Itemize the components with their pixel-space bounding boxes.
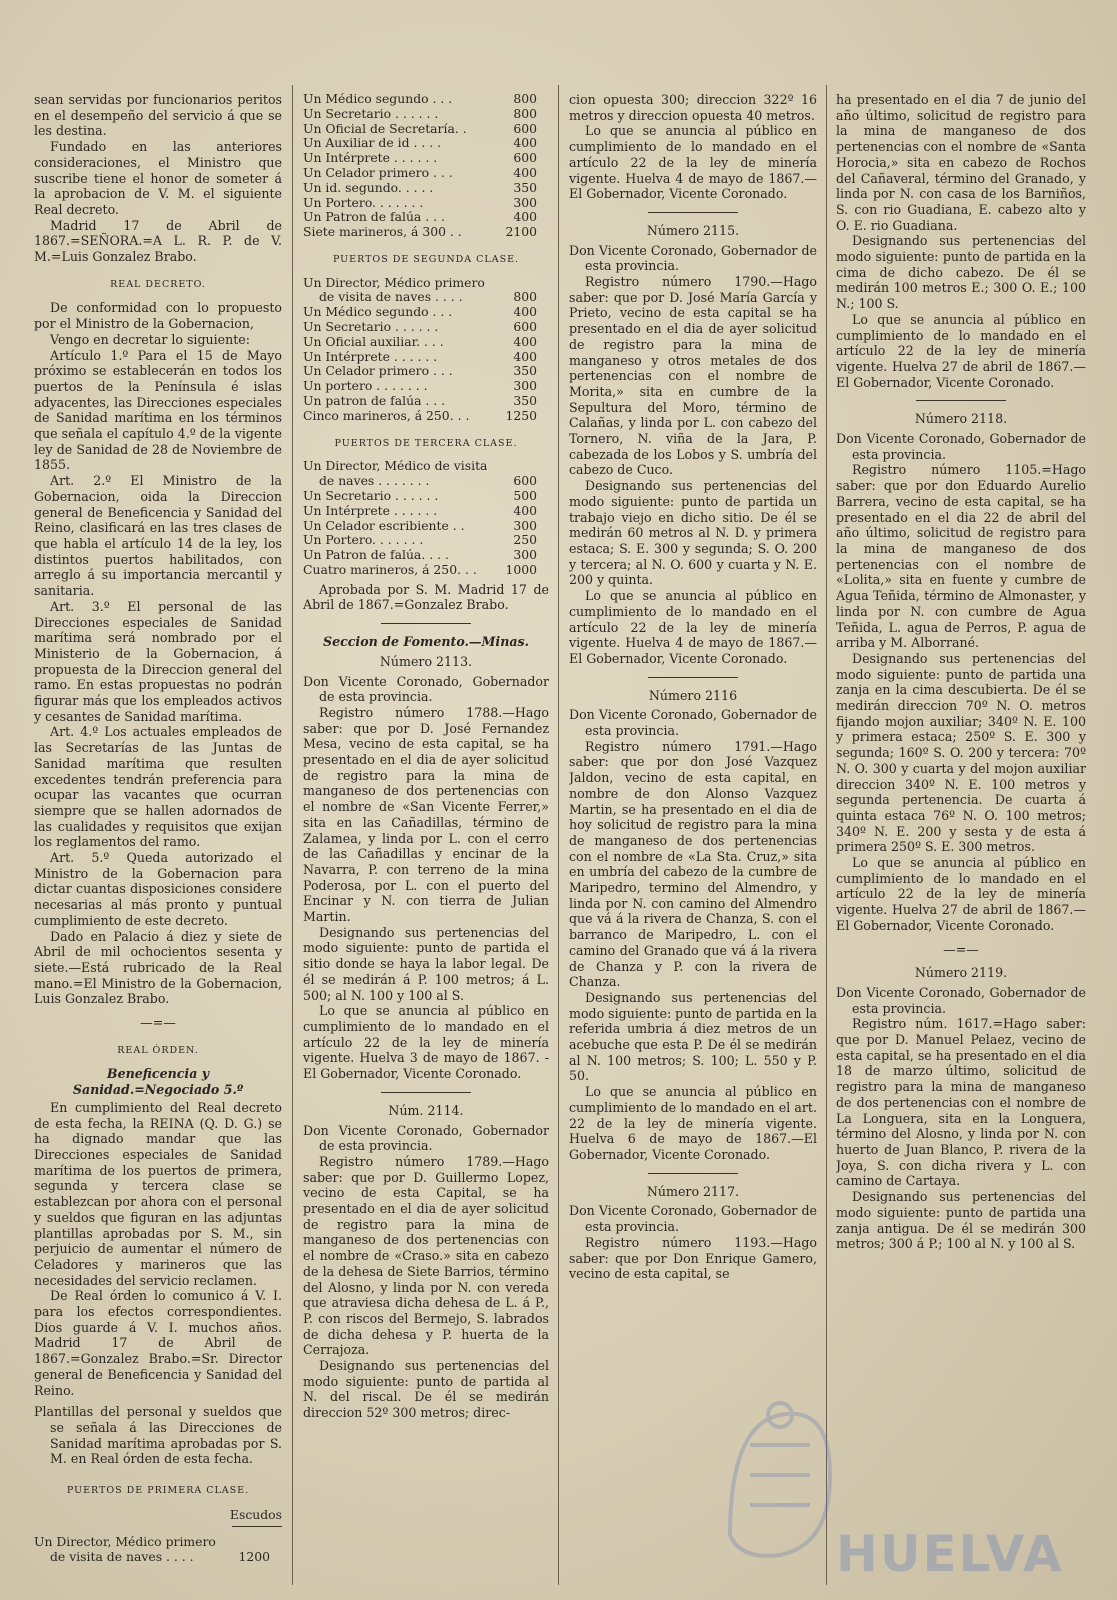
table-cell-label: Cuatro marineros, á 250. . . — [303, 561, 477, 577]
column-1 — [34, 92, 282, 1592]
article: Art. 5.º Queda autorizado el Ministro de la Gobernacion para dictar cuantas disposiciones considere necesarias al más pronto y puntual cumplimiento de este decreto. — [34, 850, 282, 928]
table-cell-value: 400 — [513, 348, 537, 364]
table-cell-value: 2100 — [505, 224, 537, 240]
column-rule — [826, 85, 827, 1585]
salary-table — [34, 1535, 282, 1565]
table-cell-value: 400 — [513, 333, 537, 349]
table-cell-label: Un Portero. . . . . . . — [303, 194, 424, 210]
currency-header: Escudos — [229, 1506, 282, 1522]
table-cell-label: Un Oficial auxiliar. . . . — [303, 333, 444, 349]
paragraph: Designando sus pertenencias del modo siguiente: punto de partida una zanja antigua. De él se medirán 300 metros; 300 á P.; 100 al N. y 100 al S. — [836, 1189, 1086, 1252]
notice-issuer: Don Vicente Coronado, Gobernador de esta provincia. — [569, 707, 817, 739]
table-cell-label: Un Patron de falúa. . . . — [303, 547, 449, 563]
notice-issuer: Don Vicente Coronado, Gobernador de esta provincia. — [569, 1203, 817, 1235]
divider — [381, 1092, 471, 1093]
table-cell-value: 1000 — [505, 561, 537, 577]
paragraph: Registro núm. 1617.=Hago saber: que por D. Manuel Pelaez, vecino de esta capital, se ha presentado en el dia 18 de marzo último, solicitud de registro para la mina de manganeso de dos pertenencias con el nombre de La Longuera, sita en la Longuera, término del Alosno, y linda por N. con huerto de Juan Blanco, P. rivera de la Joya, S. con dicha rivera y L. con camino de Cartaya. — [836, 1016, 1086, 1189]
divider — [648, 212, 738, 213]
table-cell-label: Un Intérprete . . . . . . — [303, 348, 438, 364]
notice-issuer: Don Vicente Coronado, Gobernador de esta provincia. — [569, 242, 817, 274]
table-cell-label: Un Oficial de Secretaría. . — [303, 120, 467, 136]
table-row — [303, 151, 549, 166]
paragraph: En cumplimiento del Real decreto de esta fecha, la REINA (Q. D. G.) se ha dignado mandar que las Direcciones especiales de Sanidad marítima de los puertos de primera, segunda y tercera clase se establezcan por ahora con el personal y sueldos que figuran en las adjuntas plantillas aprobadas por S. M., sin perjuicio de aumentar el número de Celadores y marineros que las necesidades del servicio reclamen. — [34, 1099, 282, 1288]
paragraph: sean servidas por funcionarios peritos en el desempeño del servicio á que se les destina. — [34, 92, 282, 139]
table-cell-value: 400 — [513, 502, 537, 518]
table-row — [303, 122, 549, 137]
table-row — [303, 290, 549, 305]
table-row — [303, 533, 549, 548]
table-cell-value: 350 — [513, 179, 537, 195]
paragraph: Lo que se anuncia al público en cumplimiento de lo mandado en el artículo 22 de la ley de minería vigente. Huelva 27 de abril de 1867.—El Gobernador, Vicente Coronado. — [836, 855, 1086, 933]
article: Art. 4.º Los actuales empleados de las Secretarías de las Juntas de Sanidad marítima que resulten excedentes tendrán preferencia para ocupar las vacantes que ocurran siempre que se hallen adornados de las cualidades y requisitos que exijan los reglamentos del ramo. — [34, 724, 282, 850]
table-row — [34, 1535, 282, 1550]
table-cell-label: Un Director, Médico primero — [303, 274, 485, 290]
table-row — [303, 166, 549, 181]
table-cell-value: 1200 — [238, 1549, 270, 1565]
table-row — [303, 474, 549, 489]
notice-issuer: Don Vicente Coronado, Gobernador de esta provincia. — [836, 431, 1086, 462]
table-cell-label: Cinco marineros, á 250. . . — [303, 407, 470, 423]
table-row — [303, 563, 549, 578]
salary-table — [303, 459, 549, 474]
table-row — [303, 181, 549, 196]
table-row — [303, 394, 549, 409]
paragraph: Fundado en las anteriores consideraciones, el Ministro que suscribe tiene el honor de someter á la aprobacion de V. M. el siguiente Real decreto. — [34, 139, 282, 217]
table-cell-value: 600 — [513, 120, 537, 136]
table-row — [303, 489, 549, 504]
divider — [232, 1526, 282, 1527]
article: Art. 2.º El Ministro de la Gobernacion, oida la Direccion general de Beneficencia y Sanidad del Reino, clasificará en las tres clases de que habla el artículo 14 de la ley, los distintos puertos habilitados, con arreglo á su importancia mercantil y sanitaria. — [34, 473, 282, 599]
divider — [381, 623, 471, 624]
table-cell-value: 600 — [513, 473, 537, 489]
paragraph: Lo que se anuncia al público en cumplimiento de lo mandado en el artículo 22 de la ley de minería vigente. Huelva 4 de mayo de 1867.—El Gobernador, Vicente Coronado. — [569, 588, 817, 666]
table-row — [303, 136, 549, 151]
paragraph: De conformidad con lo propuesto por el Ministro de la Gobernacion, — [34, 300, 282, 332]
table-cell-label: Un portero . . . . . . . — [303, 378, 428, 394]
notice-number: Número 2119. — [914, 965, 1008, 981]
table-cell-value: 600 — [513, 150, 537, 166]
paragraph: Vengo en decretar lo siguiente: — [50, 331, 250, 347]
table-row — [303, 459, 549, 474]
table-cell-label: Un Patron de falúa . . . — [303, 209, 445, 225]
notice-number: Número 2113. — [379, 653, 473, 669]
notice-number: Número 2118. — [914, 411, 1008, 427]
column-3 — [569, 92, 817, 1592]
table-row — [303, 504, 549, 519]
column-2 — [303, 92, 549, 1592]
paragraph: Designando sus pertenencias del modo siguiente: punto de partida al N. del riscal. De él se medirán direccion 52º 300 metros; direc- — [303, 1358, 549, 1421]
table-cell-label: Un Celador primero . . . — [303, 363, 453, 379]
paragraph: De Real órden lo comunico á V. I. para los efectos correspondientes. Dios guarde á V. I. muchos años. Madrid 17 de Abril de 1867.=Gonzalez Brabo.=Sr. Director general de Beneficencia y Sanidad del Reino. — [34, 1288, 282, 1398]
divider — [916, 400, 1006, 401]
table-cell-label: de visita de naves . . . . — [319, 289, 463, 305]
table-row — [303, 210, 549, 225]
table-row — [303, 276, 549, 291]
paragraph: Registro número 1789.—Hago saber: que por D. Guillermo Lopez, vecino de esta Capital, se ha presentado en el dia de ayer solicitud de registro para la mina de manganeso de dos pertenencias con el nombre de «Craso.» sita en cabezo de la dehesa de Siete Barrios, término del Alosno, y linda por N. con vereda que atraviesa dicha dehesa de L. á P., P. con riscos del Bermejo, S. labrados de dicha dehesa y P. huerta de la Cerrajoza. — [303, 1153, 549, 1358]
table-cell-label: Un Celador escribiente . . — [303, 517, 465, 533]
notice-issuer: Don Vicente Coronado, Gobernador de esta provincia. — [303, 673, 549, 705]
table-cell-value: 800 — [513, 105, 537, 121]
paragraph: Dado en Palacio á diez y siete de Abril de mil ochocientos sesenta y siete.—Está rubricado de la Real mano.=El Ministro de la Gobernacion, Luis Gonzalez Brabo. — [34, 928, 282, 1007]
separator-dash: —=— — [943, 941, 979, 957]
paragraph: Registro número 1791.—Hago saber: que por don José Vazquez Jaldon, vecino de esta capital, en nombre de don Alonso Vazquez Martin, se ha presentado en el dia de hoy solicitud de registro para la mina de manganeso de dos pertenencias con el nombre de «La Sta. Cruz,» sita en umbría del cabezo de la cumbre de Maripedro, termino del Almendro, y linda por N. con camino del Almendro que vá á la rivera de Chanza, S. con el barranco de Maripedro, L. con el camino del Granado que vá á la rivera de Chanza y P. con la rivera de Chanza. — [569, 738, 817, 990]
paragraph: Registro número 1193.—Hago saber: que por Don Enrique Gamero, vecino de esta capital, se — [569, 1234, 817, 1282]
paragraph: ha presentado en el dia 7 de junio del año último, solicitud de registro para la mina de manganeso de dos pertenencias con el nombre de «Santa Horocia,» sita en cabezo de Rochos del Cañaveral, término del Granado, y linda por N. con casa de los Barniños, S. con rio Guadiana, E. cabezo alto y O. E. rio Guadiana. — [836, 92, 1086, 233]
notice-number: Núm. 2114. — [388, 1102, 464, 1118]
table-cell-value: 350 — [513, 393, 537, 409]
paragraph: Registro número 1105.=Hago saber: que por don Eduardo Aurelio Barrera, vecino de esta capital, se ha presentado en el dia 22 de abril del año último, solicitud de registro para la mina de manganeso de dos pertenencias con el nombre de «Lolita,» sita en fuente y cumbre de Agua Teñida, término de Almonaster, y linda por N. con cumbre de Agua Teñida, L. agua de Perros, P. agua de arriba y M. Alborrané. — [836, 462, 1086, 651]
table-row — [303, 379, 549, 394]
table-cell-label: Un Secretario . . . . . . — [303, 487, 439, 503]
paragraph: Lo que se anuncia al público en cumplimiento de lo mandado en el art. 22 de la ley de minería vigente. Huelva 6 de mayo de 1867.—El Gobernador, Vicente Coronado. — [569, 1084, 817, 1162]
paragraph: Lo que se anuncia al público en cumplimiento de lo mandado en el artículo 22 de la ley de minería vigente. Huelva 27 de abril de 1867.—El Gobernador, Vicente Coronado. — [836, 311, 1086, 390]
table-cell-label: Un Auxiliar de id . . . . — [303, 135, 442, 151]
paragraph: Plantillas del personal y sueldos que se señala á las Direcciones de Sanidad marítima aprobadas por S. M. en Real órden de esta fecha. — [34, 1404, 282, 1467]
table-cell-value: 350 — [513, 363, 537, 379]
table-row — [34, 1550, 282, 1565]
table-cell-value: 300 — [513, 547, 537, 563]
table-cell-label: Un Celador primero . . . — [303, 164, 453, 180]
paragraph: Aprobada por S. M. Madrid 17 de Abril de 1867.=Gonzalez Brabo. — [303, 581, 549, 613]
table-cell-label: Un Médico segundo . . . — [303, 304, 453, 320]
paragraph: Designando sus pertenencias del modo siguiente: punto de partida una zanja en la cima descubierta. De él se medirán direccion 70º N. O. metros fijando mojon auxiliar; 340º N. E. 100 y primera estaca; 250º S. E. 300 y segunda; 160º S. O. 200 y tercera: 70º N. O. 300 y cuarta y del mojon auxiliar direccion 340º N. E. 100 metros y segunda pertenencia. De cuarta á quinta estaca 76º N. O. 100 metros; 340º N. E. 200 y sesta y de esta á primera 250º S. E. 300 metros. — [836, 650, 1086, 855]
divider — [648, 1173, 738, 1174]
column-4 — [836, 92, 1086, 1592]
table-cell-value: 400 — [513, 304, 537, 320]
section-heading: PUERTOS DE TERCERA CLASE. — [334, 437, 518, 449]
table-cell-label: Siete marineros, á 300 . . — [303, 224, 462, 240]
table-row — [303, 335, 549, 350]
separator-dash: —=— — [140, 1015, 176, 1031]
table-row — [303, 225, 549, 240]
table-row — [303, 364, 549, 379]
section-heading: REAL ÓRDEN. — [117, 1044, 199, 1056]
table-cell-label: Un Director, Médico primero — [34, 1534, 216, 1550]
section-heading: PUERTOS DE SEGUNDA CLASE. — [332, 253, 520, 265]
notice-issuer: Don Vicente Coronado, Gobernador de esta provincia. — [836, 984, 1086, 1016]
paragraph: Designando sus pertenencias del modo siguiente: punto de partida en la referida umbria á diez metros de un acebuche que esta P. De él se medirán al N. 100 metros; S. 100; L. 550 y P. 50. — [569, 989, 817, 1084]
notice-number: Número 2117. — [646, 1183, 740, 1199]
table-cell-value: 300 — [513, 517, 537, 533]
table-row — [303, 350, 549, 365]
section-heading: REAL DECRETO. — [110, 278, 206, 290]
salary-table — [303, 92, 549, 240]
paragraph: cion opuesta 300; direccion 322º 16 metros y direccion opuesta 40 metros. — [569, 92, 817, 123]
table-cell-value: 300 — [513, 194, 537, 210]
table-row — [303, 107, 549, 122]
article: Artículo 1.º Para el 15 de Mayo próximo se establecerán en todos los puertos de la Península é islas adyacentes, las Direcciones especiales de Sanidad marítima en los términos que señala el capítulo 4.º de la vigente ley de Sanidad de 28 de Noviembre de 1855. — [34, 347, 282, 473]
table-cell-label: Un Intérprete . . . . . . — [303, 502, 438, 518]
table-cell-label: Un Médico segundo . . . — [303, 92, 453, 106]
table-cell-label: de visita de naves . . . . — [50, 1549, 194, 1565]
paragraph: Designando sus pertenencias del modo siguiente: punto de partida en la cima de dicho cabezo. De él se medirán 100 metros E.; 300 O. E.; 100 N.; 100 S. — [836, 233, 1086, 312]
notice-issuer: Don Vicente Coronado, Gobernador de esta provincia. — [303, 1122, 549, 1154]
section-subheading: Beneficencia y Sanidad.=Negociado 5.º — [72, 1066, 244, 1098]
table-cell-value: 800 — [513, 92, 537, 106]
table-row — [303, 320, 549, 335]
table-cell-value: 400 — [513, 209, 537, 225]
article: Art. 3.º El personal de las Direcciones especiales de Sanidad marítima será nombrado por el Ministerio de la Gobernacion, á propuesta de la Direccion general del ramo. En estas propuestas no podrán figurar más que los empleados activos y cesantes de Sanidad marítima. — [34, 598, 282, 724]
column-rule — [292, 85, 293, 1585]
paragraph: Designando sus pertenencias del modo siguiente: punto de partida un trabajo viejo en dicho sitio. De él se medirán 60 metros al N. D. y primera estaca; S. E. 300 y segunda; S. O. 200 y tercera; al N. O. 600 y cuarta y N. E. 200 y quinta. — [569, 478, 817, 588]
notice-number: Número 2115. — [646, 222, 740, 238]
notice-number: Número 2116 — [648, 687, 738, 703]
table-cell-value: 500 — [513, 487, 537, 503]
table-cell-label: de naves . . . . . . . — [319, 473, 430, 489]
column-rule — [558, 85, 559, 1585]
table-row — [303, 196, 549, 211]
table-cell-value: 800 — [513, 289, 537, 305]
paragraph: Registro número 1790.—Hago saber: que por D. José María García y Prieto, vecino de esta capital se ha presentado en el dia de ayer solicitud de registro para la mina de manganeso y otros metales de dos pertenencias con el nombre de Morita,» sita en cumbre de la Sepultura del Moro, término de Calañas, y linda por L. con cabezo del Tornero, N. viña de la Jara, P. cabezada de los Lobos y S. umbría del cabezo de Cuco. — [569, 274, 817, 478]
table-cell-label: Un patron de falúa . . . — [303, 393, 446, 409]
salary-table — [303, 276, 549, 291]
paragraph: Designando sus pertenencias del modo siguiente: punto de partida el sitio donde se haya la labor legal. De él se medirán á P. 100 metros; á L. 500; al N. 100 y 100 al S. — [303, 924, 549, 1003]
section-subheading: Seccion de Fomento.—Minas. — [322, 634, 529, 650]
divider — [648, 677, 738, 678]
table-cell-label: Un Secretario . . . . . . — [303, 105, 439, 121]
paragraph: Registro número 1788.—Hago saber: que por D. José Fernandez Mesa, vecino de esta capital, se ha presentado en el dia de ayer solicitud de registro para la mina de manganeso de dos pertenencias con el nombre de «San Vicente Ferrer,» sita en las Cañadillas, término de Zalamea, y linda por L. con el cerro de las Cañadillas y encinar de la Navarra, P. con terreno de la mina Poderosa, por L. con el puerto del Encinar y N. con tierra de Julian Martin. — [303, 704, 549, 925]
table-cell-label: Un id. segundo. . . . . — [303, 179, 434, 195]
table-cell-label: Un Intérprete . . . . . . — [303, 150, 438, 166]
table-cell-value: 300 — [513, 378, 537, 394]
salary-table — [303, 290, 549, 423]
table-cell-label: Un Director, Médico de visita — [303, 458, 488, 474]
table-cell-value: 250 — [513, 532, 537, 548]
table-row — [303, 519, 549, 534]
table-cell-label: Un Portero. . . . . . . — [303, 532, 424, 548]
watermark-text: HUELVA — [836, 1525, 1064, 1583]
table-cell-value: 600 — [513, 319, 537, 335]
table-cell-value: 400 — [513, 135, 537, 151]
salary-table — [303, 474, 549, 578]
table-row — [303, 409, 549, 424]
table-cell-label: Un Secretario . . . . . . — [303, 319, 439, 335]
table-row — [303, 305, 549, 320]
paragraph: Lo que se anuncia al público en cumplimiento de lo mandado en el artículo 22 de la ley de minería vigente. Huelva 3 de mayo de 1867. -El Gobernador, Vicente Coronado. — [303, 1003, 549, 1082]
paragraph: Lo que se anuncia al público en cumplimiento de lo mandado en el artículo 22 de la ley de minería vigente. Huelva 4 de mayo de 1867.—El Gobernador, Vicente Coronado. — [569, 123, 817, 202]
table-row — [303, 548, 549, 563]
section-heading: PUERTOS DE PRIMERA CLASE. — [66, 1485, 250, 1497]
table-cell-value: 1250 — [505, 407, 537, 423]
table-row — [303, 92, 549, 107]
table-cell-value: 400 — [513, 164, 537, 180]
signature-line: Madrid 17 de Abril de 1867.=SEÑORA.=A L. R. P. de V. M.=Luis Gonzalez Brabo. — [34, 217, 282, 265]
